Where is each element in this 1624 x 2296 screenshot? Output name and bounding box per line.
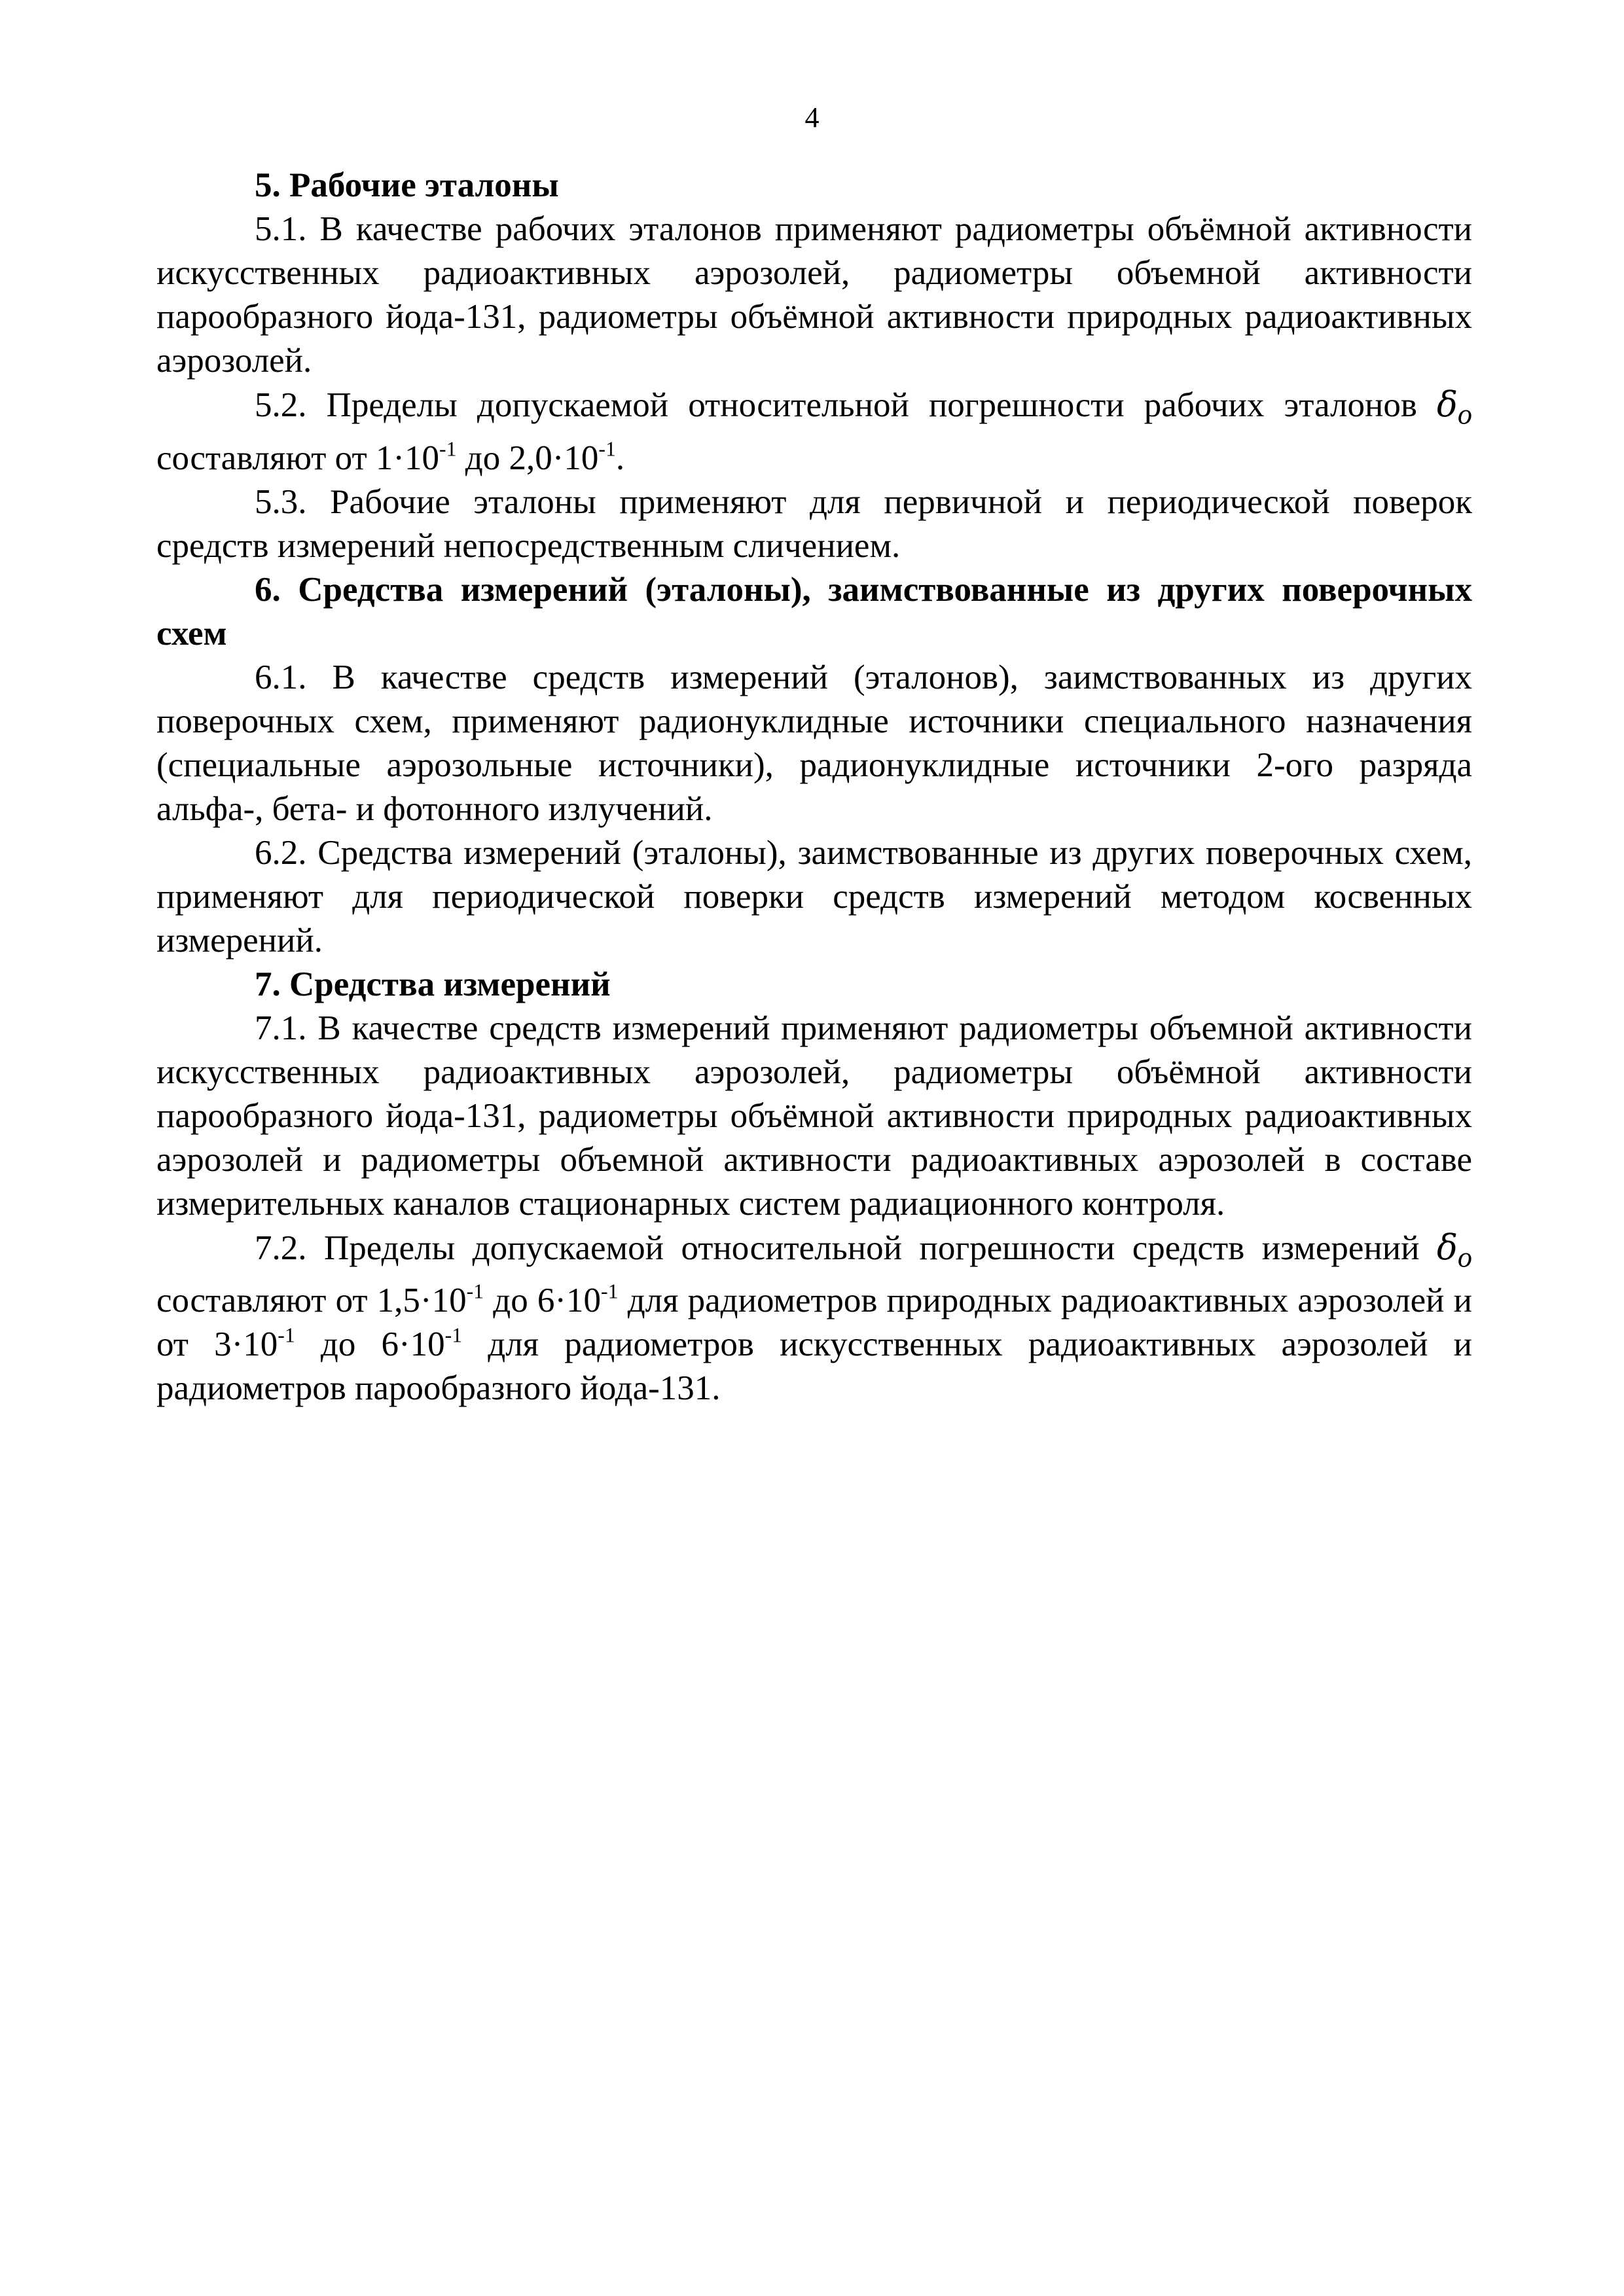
- delta-subscript: о: [1457, 398, 1472, 431]
- document-body: [156, 164, 1472, 1410]
- delta-symbol: δ: [1437, 385, 1458, 425]
- exponent: -1: [601, 1280, 619, 1303]
- section-7-heading: 7. Средства измерений: [255, 965, 611, 1003]
- delta-subscript: о: [1457, 1241, 1472, 1274]
- paragraph-5-2-text-a: 5.2. Пределы допускаемой относительной погрешности рабочих эталонов: [255, 386, 1437, 424]
- paragraph-5-2-text-c: до 2,0·10: [456, 439, 599, 477]
- delta-symbol: δ: [1437, 1227, 1458, 1268]
- exponent: -1: [466, 1280, 484, 1303]
- paragraph-7-2-text-f: для радиометров искусственных радиоактивных аэрозолей и радиометров парообразного йода-131.: [156, 1325, 1472, 1408]
- paragraph-5-2: [156, 383, 1472, 480]
- paragraph-7-2-text-d: для радиометров природных радиоактивных аэрозолей и от 3·10: [156, 1282, 1472, 1364]
- paragraph-5-2-text-d: .: [615, 439, 625, 477]
- paragraph-5-1: 5.1. В качестве рабочих эталонов применяют радиометры объёмной активности искусственных радиоактивных аэрозолей, радиометры объемной активности парообразного йода-131, радиометры объёмной активности природных радиоактивных аэрозолей.: [156, 210, 1472, 380]
- paragraph-5-2-text-b: составляют от 1·10: [156, 439, 440, 477]
- paragraph-7-2-text-e: до 6·10: [295, 1325, 445, 1364]
- paragraph-7-2-text-b: составляют от 1,5·10: [156, 1282, 467, 1320]
- page-number: 4: [804, 101, 820, 134]
- exponent: -1: [278, 1323, 295, 1347]
- section-6-heading: 6. Средства измерений (эталоны), заимствованные из других поверочных схем: [156, 570, 1472, 653]
- exponent: -1: [444, 1323, 463, 1347]
- paragraph-7-2-text-a: 7.2. Пределы допускаемой относительной погрешности средств измерений: [255, 1229, 1437, 1267]
- paragraph-6-1: 6.1. В качестве средств измерений (эталонов), заимствованных из других поверочных схем, применяют радионуклидные источники специального назначения (специальные аэрозольные источники), радионуклидные источники 2-ого разряда альфа-, бета- и фотонного излучений.: [156, 658, 1472, 828]
- paragraph-7-2: [156, 1226, 1472, 1411]
- exponent: -1: [439, 437, 457, 460]
- paragraph-6-2: 6.2. Средства измерений (эталоны), заимствованные из других поверочных схем, применяют для периодической поверки средств измерений методом косвенных измерений.: [156, 833, 1472, 960]
- exponent: -1: [598, 437, 616, 460]
- section-5-heading: 5. Рабочие эталоны: [255, 166, 559, 204]
- paragraph-7-2-text-c: до 6·10: [484, 1282, 602, 1320]
- paragraph-5-3: 5.3. Рабочие эталоны применяют для первичной и периодической поверок средств измерений непосредственным сличением.: [156, 482, 1472, 565]
- paragraph-7-1: 7.1. В качестве средств измерений применяют радиометры объемной активности искусственных радиоактивных аэрозолей, радиометры объёмной активности парообразного йода-131, радиометры объёмной активности природных радиоактивных аэрозолей и радиометры объемной активности радиоактивных аэрозолей в составе измерительных каналов стационарных систем радиационного контроля.: [156, 1009, 1472, 1223]
